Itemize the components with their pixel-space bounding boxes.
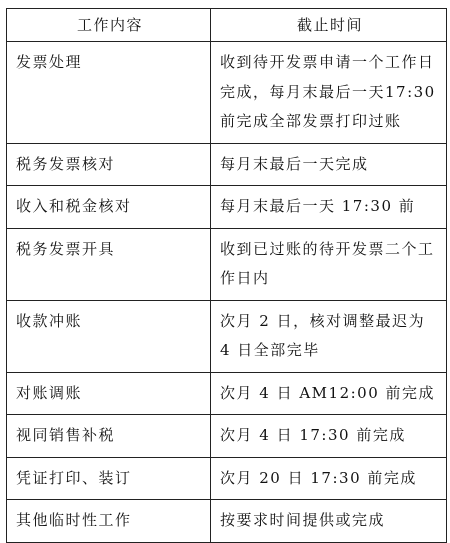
deadline-text: 次月 4 日 17:30 前完成 <box>220 426 406 444</box>
deadline-text: 每月末最后一天 17:30 前 <box>220 197 416 215</box>
deadline-cell <box>211 415 447 458</box>
task-text: 凭证打印、装订 <box>16 468 132 487</box>
deadline-text: 收到已过账的待开发票二个工作日内 <box>220 239 435 287</box>
task-text: 对账调账 <box>16 383 83 402</box>
task-cell <box>7 42 211 144</box>
table-row <box>7 186 447 229</box>
header-deadline: 截止时间 <box>211 9 447 42</box>
deadline-text: 次月 2 日，核对调整最迟为 4 日全部完毕 <box>220 311 426 359</box>
task-text: 其他临时性工作 <box>16 511 132 529</box>
deadline-text: 次月 4 日 AM12:00 前完成 <box>220 383 436 402</box>
deadline-cell <box>211 42 447 144</box>
task-cell <box>7 228 211 300</box>
task-text: 税务发票开具 <box>16 239 116 258</box>
table-row <box>7 457 447 500</box>
table-row <box>7 228 447 300</box>
deadline-cell <box>211 300 447 372</box>
task-cell <box>7 415 211 458</box>
task-text: 收款冲账 <box>16 311 83 330</box>
deadline-text: 按要求时间提供或完成 <box>220 511 386 529</box>
table-row <box>7 372 447 415</box>
task-text: 发票处理 <box>16 53 83 71</box>
deadline-cell <box>211 372 447 415</box>
task-cell <box>7 457 211 500</box>
deadline-text: 每月末最后一天完成 <box>220 154 369 173</box>
task-text: 税务发票核对 <box>16 154 116 173</box>
table-row <box>7 42 447 144</box>
task-text: 视同销售补税 <box>16 426 116 444</box>
task-cell <box>7 300 211 372</box>
table-header-row <box>7 9 447 42</box>
header-task: 工作内容 <box>7 9 211 42</box>
deadline-text: 次月 20 日 17:30 前完成 <box>220 468 417 487</box>
task-cell <box>7 372 211 415</box>
deadline-cell <box>211 186 447 229</box>
table-row <box>7 143 447 186</box>
task-text: 收入和税金核对 <box>16 197 132 215</box>
deadline-text: 收到待开发票申请一个工作日完成，每月末最后一天17:30前完成全部发票打印过账 <box>220 53 436 130</box>
deadline-cell <box>211 143 447 186</box>
deadline-cell <box>211 228 447 300</box>
deadline-cell <box>211 457 447 500</box>
table-row <box>7 300 447 372</box>
task-cell <box>7 143 211 186</box>
task-cell <box>7 186 211 229</box>
deadline-table <box>6 8 447 543</box>
table-row <box>7 415 447 458</box>
